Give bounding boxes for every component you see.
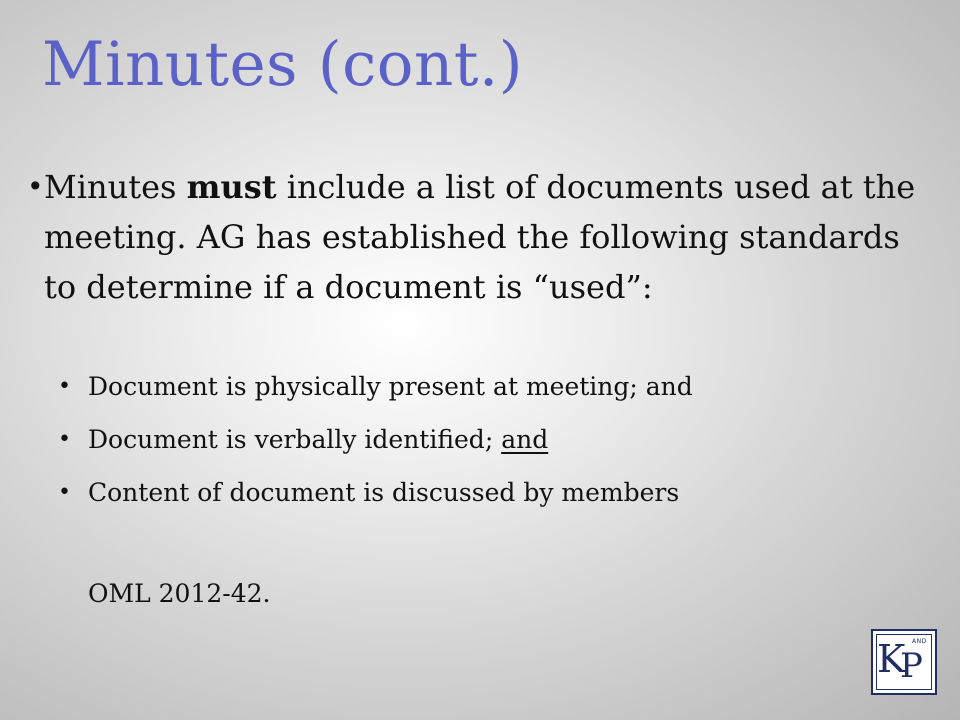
- logo-and-text: AND: [912, 638, 927, 645]
- main-bullet: [27, 162, 924, 312]
- sub-bullet-list: [58, 360, 868, 519]
- sub-bullet-text: Document is verbally identified;: [88, 425, 502, 454]
- bullet-icon: •: [58, 480, 71, 505]
- bullet-icon: •: [58, 427, 71, 452]
- logo-letter-p: P: [900, 646, 923, 686]
- firm-logo: [871, 629, 937, 695]
- citation: OML 2012-42.: [88, 579, 271, 608]
- sub-bullet-text: Document is physically present at meeting; and: [88, 372, 693, 401]
- sub-bullet-text: Content of document is discussed by members: [88, 478, 680, 507]
- main-bullet-emphasis: must: [186, 168, 277, 206]
- sub-bullet-item: [58, 413, 868, 466]
- main-bullet-suffix: include a list of documents used at the meeting. AG has established the following standards to determine if a document is “used”:: [44, 168, 916, 306]
- sub-bullet-item: [58, 360, 868, 413]
- bullet-icon: •: [27, 170, 44, 203]
- sub-bullet-item: [58, 466, 868, 519]
- main-bullet-text: [44, 168, 915, 306]
- bullet-icon: •: [58, 374, 71, 399]
- sub-bullet-underlined-text: and: [501, 425, 549, 454]
- slide-title: Minutes (cont.): [42, 29, 524, 100]
- main-bullet-prefix: Minutes: [44, 168, 187, 206]
- logo-letter-k: K: [877, 637, 906, 681]
